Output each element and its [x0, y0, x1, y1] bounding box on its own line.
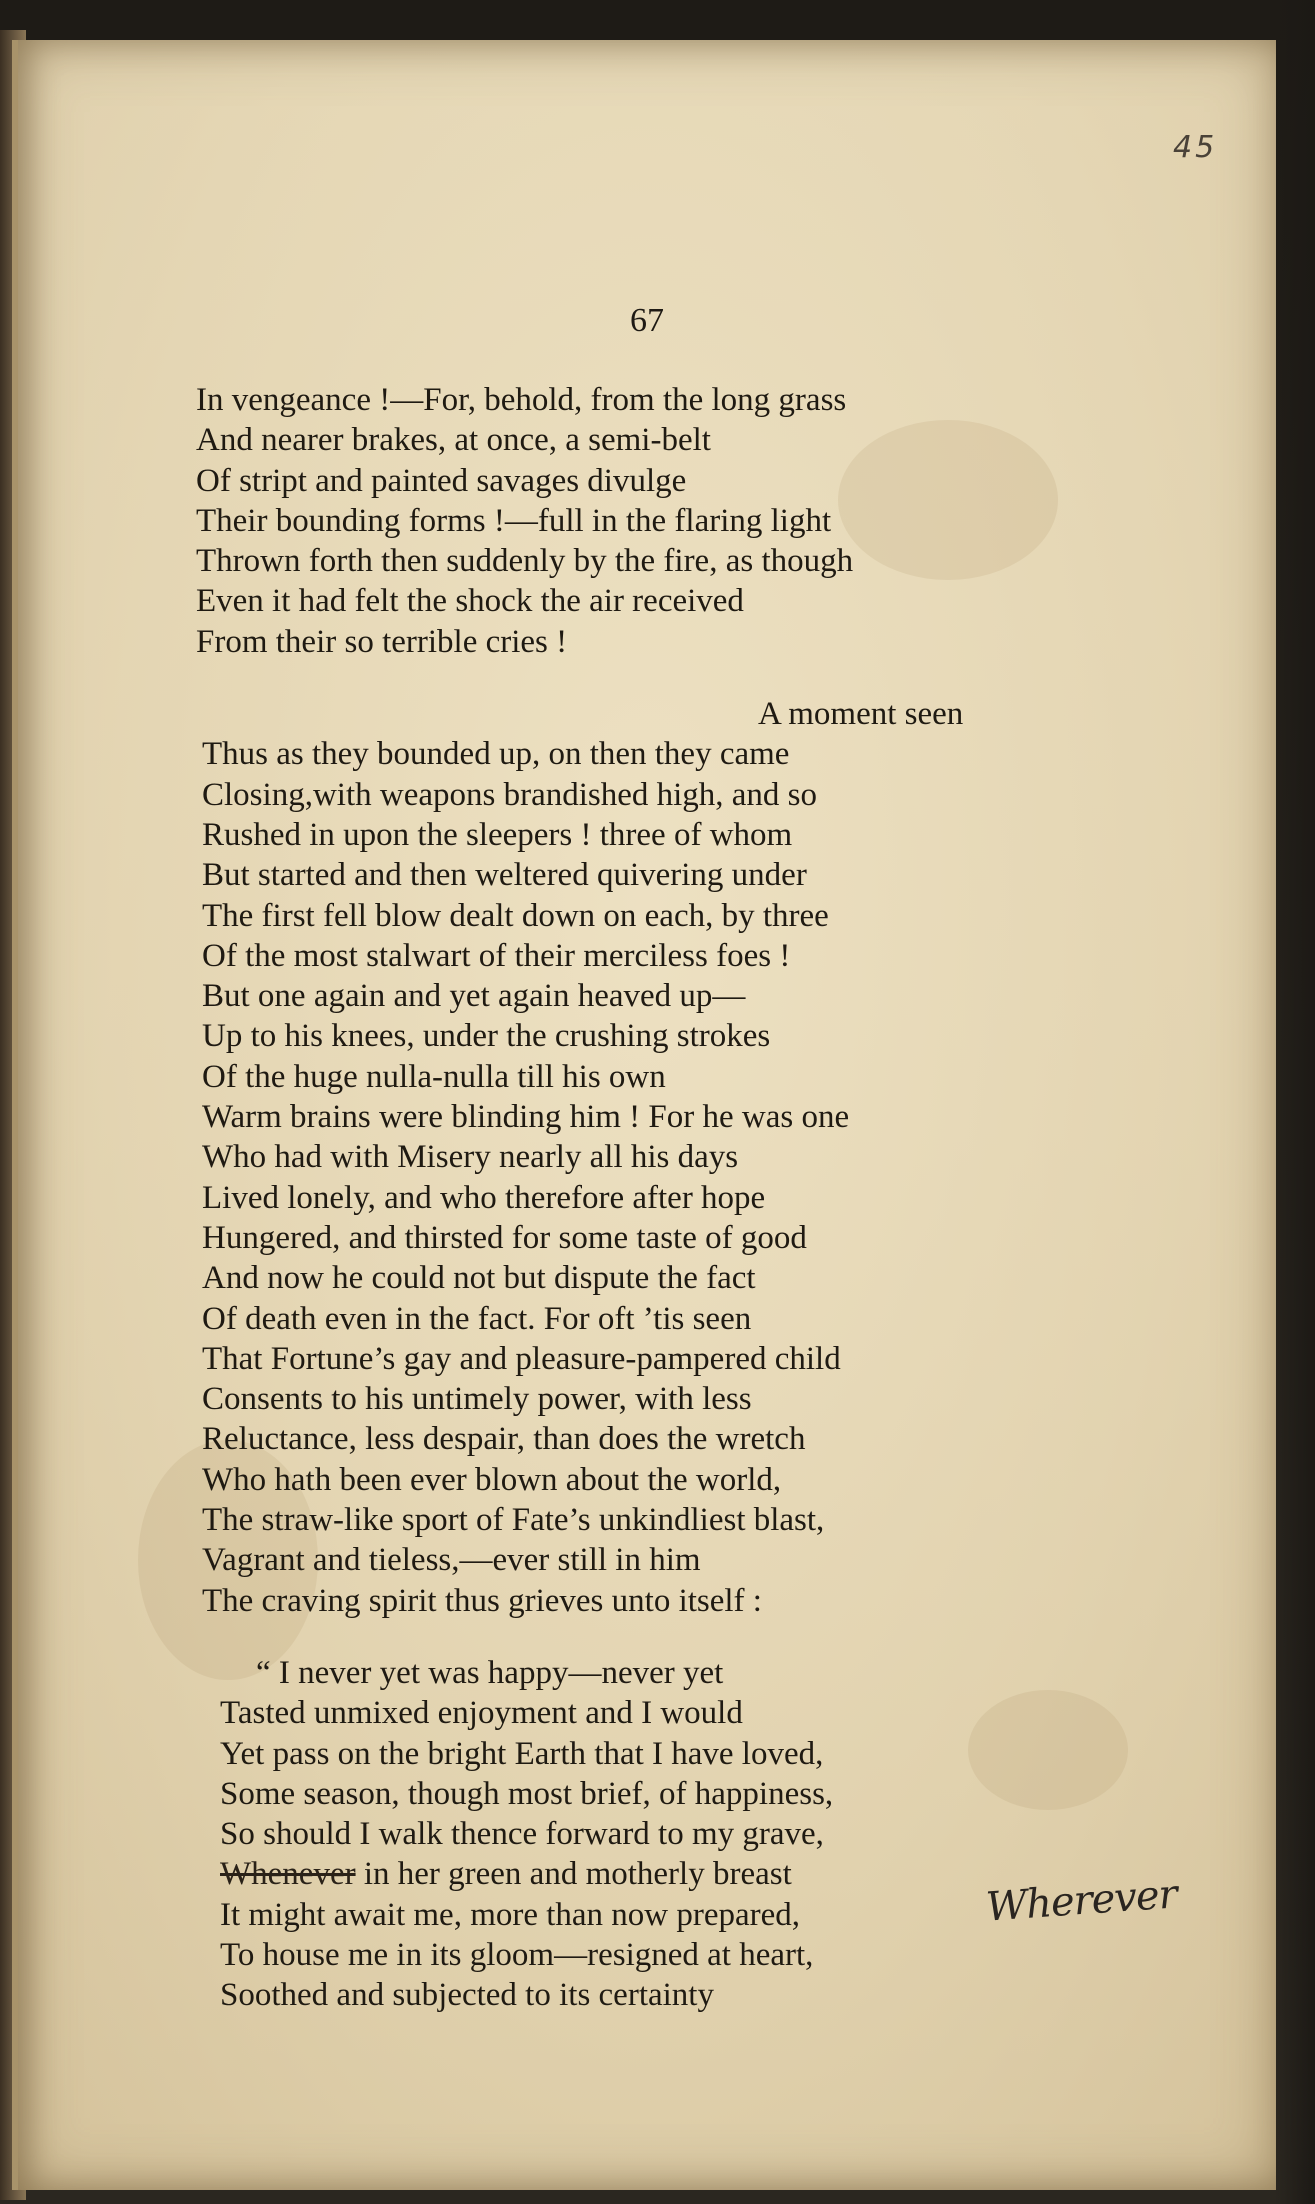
- folio-annotation: 45: [1173, 130, 1218, 165]
- poem-line: Up to his knees, under the crushing strokes: [202, 1018, 771, 1055]
- poem-line: Tasted unmixed enjoyment and I would: [220, 1695, 743, 1732]
- poem-line: It might await me, more than now prepared,: [220, 1896, 801, 1933]
- poem-line: Vagrant and tieless,—ever still in him: [202, 1542, 701, 1579]
- handwritten-correction: Wherever: [984, 1871, 1179, 1931]
- poem-line: And nearer brakes, at once, a semi-belt: [196, 422, 711, 459]
- poem-line: Soothed and subjected to its certainty: [220, 1977, 714, 2014]
- poem-line: A moment seen: [758, 696, 964, 733]
- page-edge-shadow: [1275, 0, 1315, 2204]
- page-number: 67: [630, 302, 664, 339]
- poem-line: Reluctance, less despair, than does the wretch: [202, 1421, 806, 1458]
- poem-line: The straw-like sport of Fate’s unkindliest blast,: [202, 1502, 825, 1539]
- poem-line: To house me in its gloom—resigned at heart,: [220, 1936, 814, 1973]
- poem-line: Lived lonely, and who therefore after hope: [202, 1179, 766, 1216]
- poem-line: Closing,with weapons brandished high, and so: [202, 776, 818, 813]
- poem-line: Some season, though most brief, of happiness,: [220, 1775, 834, 1812]
- poem-line: Yet pass on the bright Earth that I have loved,: [220, 1735, 824, 1772]
- poem-line: The first fell blow dealt down on each, by three: [202, 897, 829, 934]
- poem-line: Even it had felt the shock the air received: [196, 583, 744, 620]
- poem-line: But started and then weltered quivering under: [202, 857, 807, 894]
- paper-page: [12, 40, 1276, 2190]
- poem-line: And now he could not but dispute the fact: [202, 1260, 756, 1297]
- poem-line: Consents to his untimely power, with less: [202, 1381, 752, 1418]
- poem-line: Hungered, and thirsted for some taste of good: [202, 1219, 807, 1256]
- poem-line-rest: in her green and motherly breast: [355, 1856, 792, 1893]
- poem-line: Of the most stalwart of their merciless foes !: [202, 937, 791, 974]
- poem-line: Warm brains were blinding him ! For he was one: [202, 1099, 850, 1136]
- poem-line: Their bounding forms !—full in the flaring light: [196, 502, 832, 539]
- poem-line: Who had with Misery nearly all his days: [202, 1139, 739, 1176]
- poem-line: Thrown forth then suddenly by the fire, as though: [196, 543, 854, 580]
- poem-line: Of the huge nulla-nulla till his own: [202, 1058, 666, 1095]
- poem-line: Thus as they bounded up, on then they came: [202, 736, 790, 773]
- stanza-gap: [196, 1621, 1096, 1653]
- poem-line: From their so terrible cries !: [196, 623, 568, 660]
- poem-line: The craving spirit thus grieves unto itself :: [202, 1582, 762, 1619]
- stanza-gap: [196, 662, 1096, 694]
- poem-line: In vengeance !—For, behold, from the long grass: [196, 382, 847, 418]
- poem-line: Of death even in the fact. For oft ’tis seen: [202, 1300, 752, 1337]
- poem-text: [196, 380, 1096, 2016]
- poem-line: So should I walk thence forward to my grave,: [220, 1816, 824, 1853]
- poem-line: Who hath been ever blown about the world,: [202, 1461, 782, 1498]
- poem-line: But one again and yet again heaved up—: [202, 978, 746, 1015]
- poem-line: “ I never yet was happy—never yet: [256, 1654, 724, 1691]
- poem-line: Of stript and painted savages divulge: [196, 462, 687, 499]
- struck-word: Whenever: [220, 1856, 356, 1893]
- poem-line: That Fortune’s gay and pleasure-pampered child: [202, 1340, 841, 1377]
- poem-line-corrected: [196, 1854, 1096, 1894]
- poem-line: Rushed in upon the sleepers ! three of whom: [202, 816, 793, 853]
